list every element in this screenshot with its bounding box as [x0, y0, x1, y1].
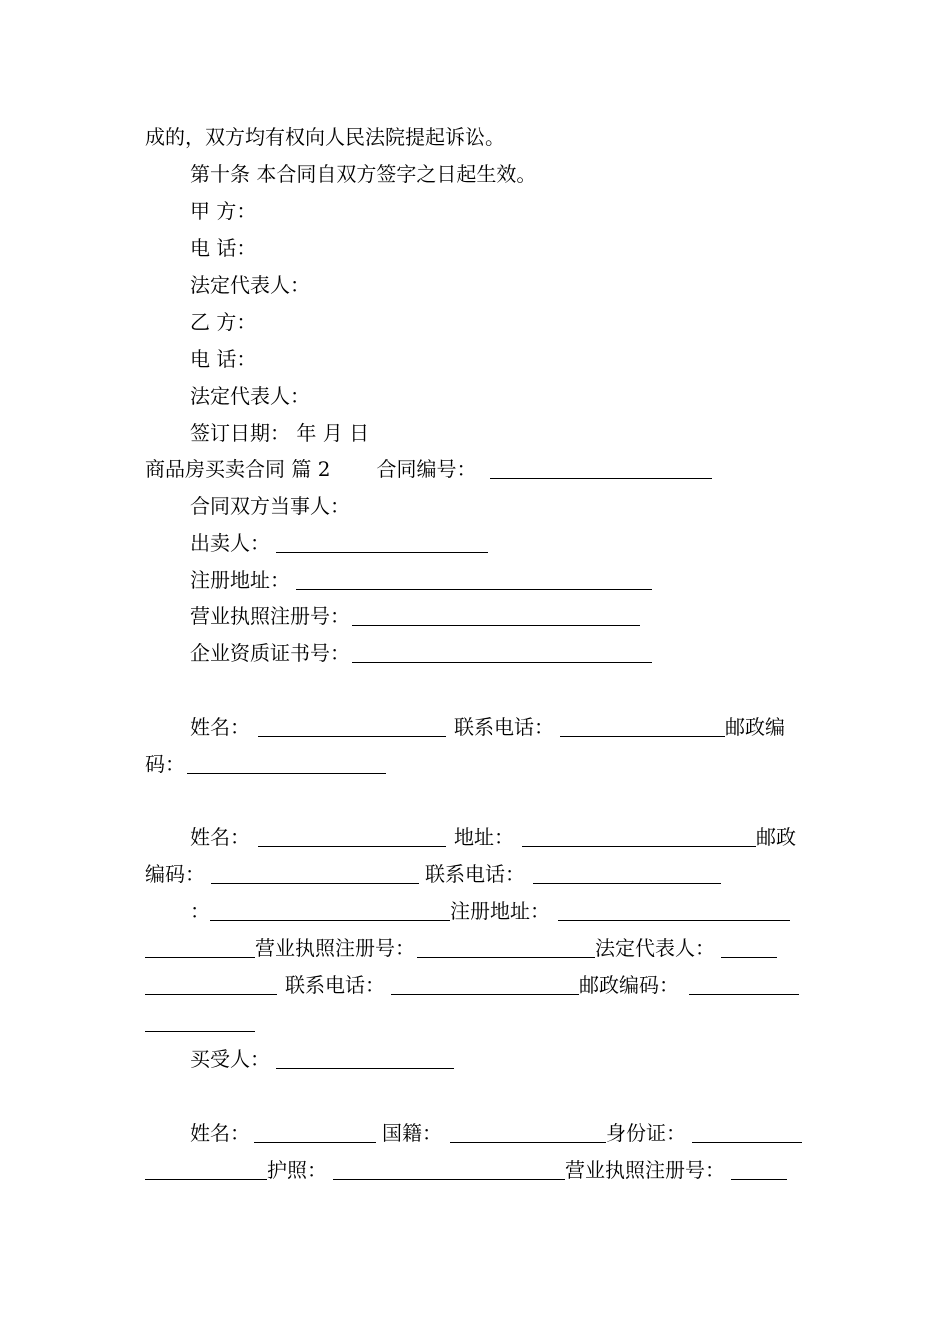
seller-blank	[276, 534, 488, 553]
reg-address-blank	[558, 902, 790, 921]
license-no-blank	[417, 939, 595, 958]
agent-line-1	[190, 825, 796, 849]
contact-phone-label: 联系电话：	[285, 973, 385, 997]
contract-no-blank	[490, 460, 712, 479]
postal-label-b2: 编码：	[145, 862, 205, 886]
contract2-title: 商品房买卖合同 篇 2	[145, 457, 331, 481]
id-label: 身份证：	[606, 1121, 686, 1145]
reg-address-label: 注册地址：	[190, 568, 290, 592]
postal-label-part1: 邮政编	[725, 715, 785, 739]
nationality-blank	[450, 1124, 606, 1143]
party-b-label: 乙 方：	[190, 310, 257, 334]
license-no-label: 营业执照注册号：	[565, 1158, 725, 1182]
postal-label-b1: 邮政	[756, 825, 796, 849]
article-10: 第十条 本合同自双方签字之日起生效。	[190, 162, 537, 186]
seller-line	[190, 531, 488, 555]
reg-address-line	[190, 568, 652, 592]
postal-blank	[211, 865, 419, 884]
contact-phone-blank	[560, 718, 725, 737]
reg-address-label: 注册地址：	[450, 899, 550, 923]
address-label: 地址：	[454, 825, 514, 849]
legal-rep-blank	[721, 939, 777, 958]
colon-label: ：	[190, 899, 210, 923]
phone-a-label: 电 话：	[190, 236, 257, 260]
passport-blank	[333, 1161, 565, 1180]
id-blank	[692, 1124, 802, 1143]
license-no-label: 营业执照注册号：	[190, 604, 350, 628]
legal-rep-label: 法定代表人：	[595, 936, 715, 960]
buyer-info-line-1	[190, 1121, 802, 1145]
contract2-header-line	[145, 457, 712, 481]
legal-rep-b-label: 法定代表人：	[190, 384, 310, 408]
entity-line-2	[145, 936, 777, 960]
postal-label-part2: 码：	[145, 752, 185, 776]
name-label: 姓名：	[190, 825, 250, 849]
buyer-info-line-2	[145, 1158, 787, 1182]
entity-line-1	[190, 899, 790, 923]
contact-phone-label: 联系电话：	[425, 862, 525, 886]
contact-phone-blank	[533, 865, 721, 884]
rep-line-1	[190, 715, 785, 739]
clause-continued: 成的，双方均有权向人民法院提起诉讼。	[145, 125, 505, 149]
qualification-label: 企业资质证书号：	[190, 641, 350, 665]
address-blank	[522, 828, 756, 847]
buyer-blank	[276, 1050, 454, 1069]
legal-rep-blank-cont	[145, 976, 277, 995]
nationality-label: 国籍：	[382, 1121, 442, 1145]
name-blank	[258, 828, 446, 847]
name-blank	[254, 1124, 376, 1143]
parties-heading: 合同双方当事人：	[190, 494, 350, 518]
buyer-line	[190, 1047, 454, 1071]
entity-line-3	[145, 973, 799, 997]
rep-line-2	[145, 752, 386, 776]
id-blank-cont	[145, 1161, 267, 1180]
qualification-blank	[352, 644, 652, 663]
seller-label: 出卖人：	[190, 531, 270, 555]
sign-date: 签订日期： 年 月 日	[190, 421, 370, 445]
license-no-label: 营业执照注册号：	[255, 936, 415, 960]
license-line	[190, 604, 640, 628]
party-a-label: 甲 方：	[190, 199, 257, 223]
contact-phone-label: 联系电话：	[454, 715, 554, 739]
reg-address-blank	[296, 571, 652, 590]
license-no-blank	[352, 607, 640, 626]
license-no-blank	[731, 1161, 787, 1180]
entity-blank	[210, 902, 450, 921]
phone-b-label: 电 话：	[190, 347, 257, 371]
buyer-label: 买受人：	[190, 1047, 270, 1071]
contract-no-label: 合同编号：	[376, 457, 477, 481]
passport-label: 护照：	[267, 1158, 327, 1182]
qualification-line	[190, 641, 652, 665]
name-blank	[258, 718, 446, 737]
contact-phone-blank	[391, 976, 579, 995]
agent-line-2	[145, 862, 721, 886]
postal-code-blank-cont	[145, 1013, 255, 1032]
reg-address-blank-cont	[145, 939, 255, 958]
name-label: 姓名：	[190, 1121, 250, 1145]
postal-blank	[187, 755, 386, 774]
postal-code-label: 邮政编码：	[579, 973, 679, 997]
postal-code-blank	[689, 976, 799, 995]
name-label: 姓名：	[190, 715, 250, 739]
legal-rep-a-label: 法定代表人：	[190, 273, 310, 297]
entity-line-4	[145, 1010, 255, 1034]
